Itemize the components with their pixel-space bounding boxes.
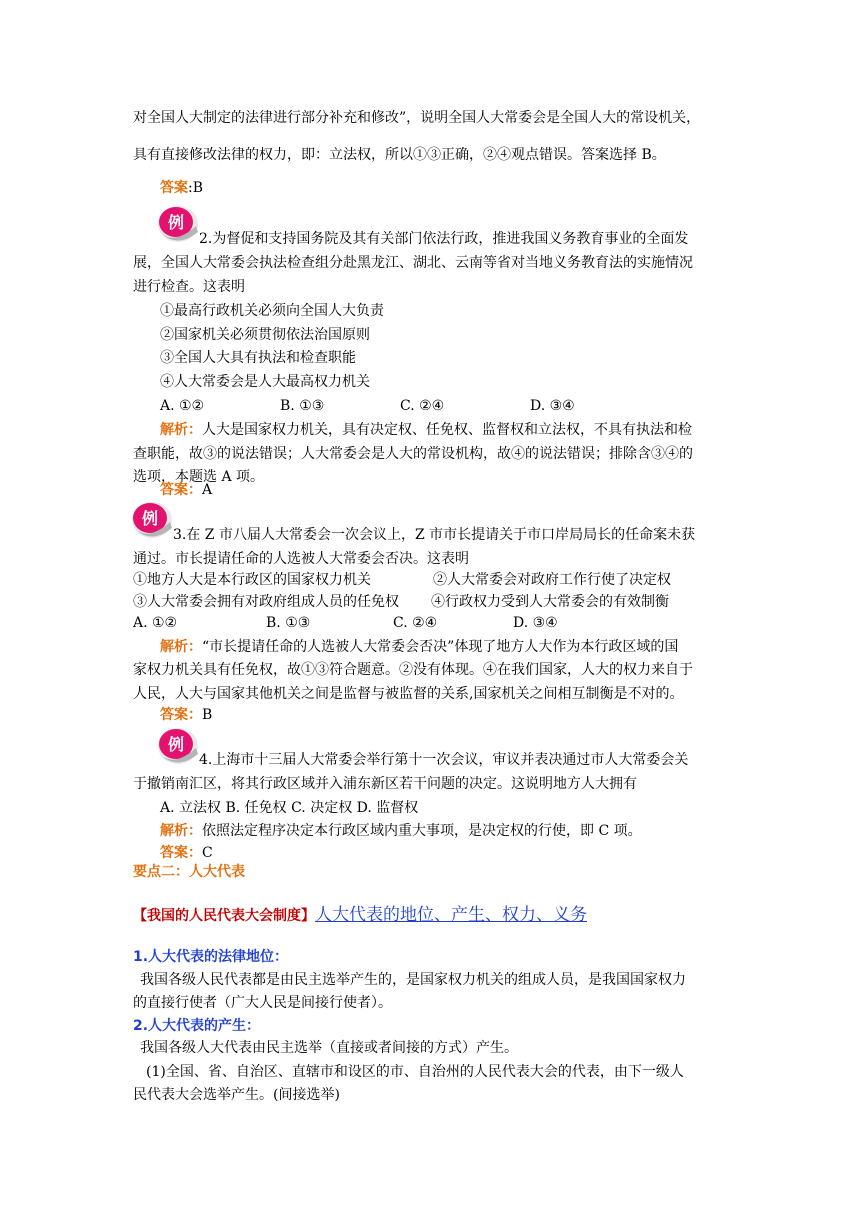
point-2-text-a: 我国各级人大代表由民主选举（直接或者间接的方式）产生。 — [140, 1040, 518, 1056]
ex3-stem-1: 3.在 Z 市八届人大常委会一次会议上，Z 市市长提请关于市口岸局局长的任命案未获 — [173, 527, 696, 543]
ex2-option-d: D. ③④ — [530, 398, 575, 414]
ex2-stem-3: 进行检查。这表明 — [133, 279, 245, 295]
analysis-label: 解析： — [160, 639, 202, 655]
svg-text:例: 例 — [167, 735, 185, 754]
ex4-stem-1: 4.上海市十三届人大常委会举行第十一次会议，审议并表决通过市人大常委会关 — [199, 752, 689, 768]
answer-value: C — [202, 845, 213, 861]
answer-label: 答案： — [160, 845, 202, 861]
ex3-option-d: D. ③④ — [513, 615, 558, 631]
answer-value: A — [202, 482, 213, 498]
point-1-heading: 1.人大代表的法律地位： — [133, 949, 289, 965]
example-badge-icon — [130, 500, 174, 540]
ex2-options — [160, 396, 575, 416]
ex3-option-b: B. ①③ — [266, 615, 311, 631]
intro-line-2: 具有直接修改法律的权力，即：立法权，所以①③正确，②④观点错误。答案选择 B。 — [133, 147, 666, 163]
ex4-answer — [160, 843, 213, 863]
ex4-stem-2: 于撤销南汇区，将其行政区域并入浦东新区若干问题的决定。这说明地方人大拥有 — [133, 776, 637, 792]
ex3-option-a: A. ①② — [133, 615, 178, 631]
ex2-item-3: ③全国人大具有执法和检查职能 — [160, 350, 356, 366]
topic-link[interactable]: 人大代表的地位、产生、权力、义务 — [315, 905, 587, 925]
analysis-label: 解析： — [160, 422, 202, 438]
point-2-heading: 2.人大代表的产生： — [133, 1018, 261, 1034]
ex2-item-4: ④人大常委会是人大最高权力机关 — [160, 374, 370, 390]
analysis-label: 解析： — [160, 823, 202, 839]
ex2-analysis-1: 解析：人大是国家权力机关，具有决定权、任免权、监督权和立法权，不具有执法和检 — [160, 422, 692, 438]
ex3-analysis-1: 解析：“市长提请任命的人选被人大常委会否决”体现了地方人大作为本行政区域的国 — [160, 639, 679, 655]
ex2-stem-2: 展，全国人大常委会执法检查组分赴黑龙江、湖北、云南等省对当地义务教育法的实施情况 — [133, 255, 693, 271]
answer-value: :B — [188, 180, 204, 196]
svg-text:例: 例 — [141, 509, 159, 528]
answer-label: 答案： — [160, 707, 202, 723]
intro-answer — [160, 178, 203, 198]
answer-label: 答案： — [160, 482, 202, 498]
ex2-stem-1: 2.为督促和支持国务院及其有关部门依法行政，推进我国义务教育事业的全面发 — [199, 231, 689, 247]
answer-value: B — [202, 707, 213, 723]
example-badge-icon — [156, 726, 200, 766]
ex2-analysis-2: 查职能，故③的说法错误；人大常委会是人大的常设机构，故④的说法错误；排除含③④的 — [133, 446, 693, 462]
point-1-text-a: 我国各级人民代表都是由民主选举产生的，是国家权力机关的组成人员，是我国国家权力 — [140, 972, 686, 988]
point-2-text-c: 民代表大会选举产生。(间接选举) — [133, 1087, 340, 1103]
example-badge-icon — [156, 204, 200, 244]
ex3-option-c: C. ②④ — [393, 615, 438, 631]
intro-line-1: 对全国人大制定的法律进行部分补充和修改”，说明全国人大常委会是全国人大的常设机关， — [133, 110, 701, 126]
section-heading: 要点二：人大代表 — [133, 864, 245, 880]
ex2-item-2: ②国家机关必须贯彻依法治国原则 — [160, 327, 370, 343]
ex3-analysis-3: 人民，人大与国家其他机关之间是监督与被监督的关系,国家机关之间相互制衡是不对的。 — [133, 686, 684, 702]
svg-text:例: 例 — [167, 213, 185, 232]
ex3-items-row-1: ①地方人大是本行政区的国家权力机关 ②人大常委会对政府工作行使了决定权 — [133, 572, 671, 588]
ex2-option-c: C. ②④ — [400, 398, 445, 414]
ex3-analysis-2: 家权力机关具有任免权，故①③符合题意。②没有体现。④在我们国家，人大的权力来自于 — [133, 662, 693, 678]
ex2-option-a: A. ①② — [160, 398, 205, 414]
ex3-stem-2: 通过。市长提请任命的人选被人大常委会否决。这表明 — [133, 551, 469, 567]
ex4-options: A. 立法权 B. 任免权 C. 决定权 D. 监督权 — [160, 800, 419, 816]
ex2-item-1: ①最高行政机关必须向全国人大负责 — [160, 303, 384, 319]
ex3-items-row-2: ③人大常委会拥有对政府组成人员的任免权 ④行政权力受到人大常委会的有效制衡 — [133, 594, 669, 610]
answer-label: 答案 — [160, 180, 188, 196]
ex3-answer — [160, 705, 212, 725]
ex2-answer — [160, 480, 212, 500]
section-subheading — [133, 903, 587, 928]
ex4-analysis: 解析：依照法定程序决定本行政区域内重大事项，是决定权的行使，即 C 项。 — [160, 823, 642, 839]
point-2-text-b: (1)全国、省、自治区、直辖市和设区的市、自治州的人民代表大会的代表，由下一级人 — [146, 1064, 684, 1080]
ex3-options — [133, 613, 558, 633]
ex2-analysis-3: 选项，本题选 A 项。 — [133, 469, 265, 485]
point-1-text-b: 的直接行使者（广大人民是间接行使者）。 — [133, 995, 392, 1011]
section-bracket-title: 【我国的人民代表大会制度】 — [133, 908, 315, 924]
ex2-option-b: B. ①③ — [280, 398, 325, 414]
